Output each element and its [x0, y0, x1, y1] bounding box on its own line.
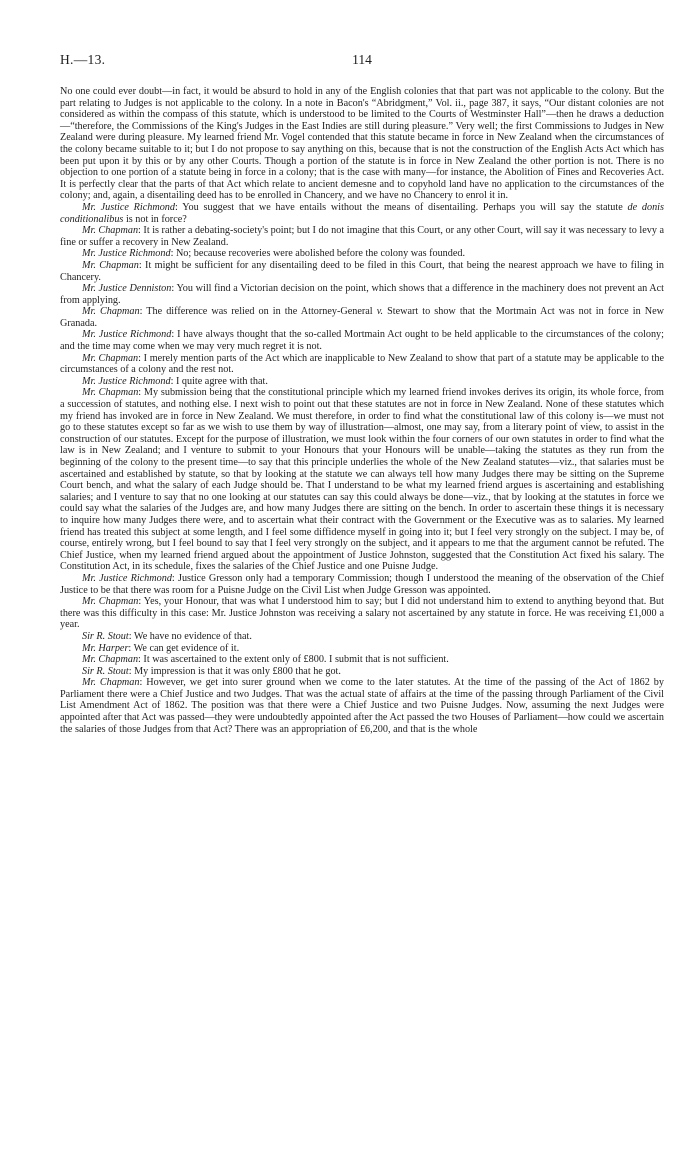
speaker-name: Mr. Chapman	[82, 352, 139, 364]
speaker-name: Mr. Justice Richmond	[82, 375, 171, 387]
document-reference: H.—13.	[60, 52, 106, 67]
paragraph-text: : Yes, your Honour, that was what I understood him to say; but I did not understand him to extend to anything beyond that. But there was this difficulty in this case: Mr. Justice Johnston was receiving a salary not ascertained by any statute in force. He was receiving £1,000 a year.	[60, 596, 664, 631]
paragraph-text: : It might be sufficient for any disentailing deed to be filed in this Court, that being the nearest approach we have to filing in Chancery.	[60, 259, 664, 283]
document-page	[60, 52, 664, 735]
speaker-name: Mr. Chapman	[82, 259, 139, 271]
paragraph-text: is not in force?	[123, 213, 187, 225]
paragraph	[60, 225, 664, 248]
paragraph	[60, 573, 664, 596]
speaker-name: Mr. Chapman	[82, 596, 139, 608]
paragraph	[60, 353, 664, 376]
paragraph	[60, 643, 664, 655]
paragraph-text: : My impression is that it was only £800 that he got.	[128, 665, 341, 677]
paragraph-text: : It is rather a debating-society's point; but I do not imagine that this Court, or any other Court, will say it was necessary to levy a fine or suffer a recovery in New Zealand.	[60, 225, 664, 248]
paragraph-text: : We have no evidence of that.	[128, 630, 252, 642]
speaker-name: Mr. Chapman	[82, 677, 140, 689]
paragraph	[60, 596, 664, 631]
paragraph	[60, 329, 664, 352]
paragraph-text: : You will find a Victorian decision on the point, which shows that a difference in the machinery does not prevent an Act from applying.	[60, 283, 665, 306]
paragraph-text: Stewart to show that the Mortmain Act was not in force in New Granada.	[60, 306, 664, 329]
paragraph-text: : You suggest that we have entails without the means of disentailing. Perhaps you will say the statute	[175, 201, 628, 213]
paragraph-text: : No; because recoveries were abolished before the colony was founded.	[170, 248, 466, 260]
paragraph-text: : I quite agree with that.	[170, 375, 268, 387]
document-body	[60, 86, 664, 735]
paragraph-text: : Justice Gresson only had a temporary Commission; though I understood the meaning of the observation of the Chief Justice to be that there was room for a Puisne Judge on the Civil List when Judge Gresson was appointed.	[60, 572, 664, 596]
paragraph	[60, 376, 664, 388]
speaker-name: Sir R. Stout	[82, 630, 129, 642]
page-number: 114	[352, 52, 372, 67]
speaker-name: Mr. Justice Richmond	[82, 572, 172, 584]
paragraph-text: : I merely mention parts of the Act which are inapplicable to New Zealand to show that part of a statute may be applicable to the circumstances of a colony and the rest not.	[60, 352, 664, 376]
speaker-name: Mr. Chapman	[82, 225, 139, 237]
paragraph-text: : I have always thought that the so-called Mortmain Act ought to be held applicable to the circumstances of the colony; and the time may come when we may very much regret it is not.	[60, 329, 664, 353]
italic-text: v.	[376, 306, 383, 318]
paragraph-text: : We can get evidence of it.	[128, 642, 240, 654]
speaker-name: Mr. Chapman	[82, 654, 139, 666]
paragraph	[60, 306, 664, 329]
paragraph-text: : However, we get into surer ground when we come to the later statutes. At the time of the passing of the Act of 1862 by Parliament there were a Chief Justice and two Judges. That was the actual state of affairs at the time of the passing through Parliament of the Civil List Amendment Act of 1862. The position was that there were a Chief Justice and two Puisne Judges. Now, assuming the next Judges were appointed after that Act was passed—they were undoubtedly appointed after the Act passed the two Houses of Parliament—how could we ascertain the salaries of those Judges from that Act? There was an appropriation of £6,200, and that is the whole	[60, 677, 664, 735]
paragraph-text: : My submission being that the constitutional principle which my learned friend invokes derives its origin, its whole force, from a succession of statutes, and nothing else. I next wish to point out that these statutes are not in force in New Zealand. None of these statutes which my friend has invoked are in force in New Zealand. We must therefore, in order to find what the constitutional law of this colony is—we must not go to these statutes except so far as we wish to use them by way of illustration—almost, one may say, from a literary point of view, to assist in the construction of our statutes. Except for the purpose of illustration, we must look within the four corners of our own statutes in order to find what the law is in New Zealand; and I venture to submit to your Honours that your Honours will be unable—taking the statutes as they run from the beginning of the colony to the present time—to say that this principle underlies the whole of the New Zealand statutes—viz., that salaries must be ascertained and established by statute, so that by looking at the statute we can always tell how many Judges there may be sitting on the Supreme Court bench, and what the salary of each Judge should be. That I understand to be what my learned friend argues is ascertaining and establishing salaries; and I venture to say that no one looking at our statutes can say this could always be done—viz., that by looking at the statutes in force we could say what the salaries of the Judges are, and how many Judges there are sitting on the bench. In order to ascertain these things it is necessary to inquire how many Judges there were, and to ascertain what their contract with the Government or the Executive was as to salaries. My learned friend has treated this subject at some length, and I feel some diffidence myself in going into it; but I feel very strongly on the subject. I may be, of course, entirely wrong, but I feel bound to say that I feel very strongly on the subject, and it appears to me that the argument cannot be refuted. The Chief Justice, when my learned friend argued about the appointment of Justice Johnston, suggested that the Constitution Act fixed his salary. The Constitution Act, in its schedule, fixes the salaries of the Chief Justice and one Puisne Judge.	[60, 387, 664, 573]
paragraph	[60, 666, 664, 678]
page-header	[60, 52, 664, 74]
speaker-name: Mr. Chapman	[82, 387, 139, 399]
paragraph-text: No one could ever doubt—in fact, it would be absurd to hold in any of the English colonies that that part was not applicable to the colony. But the part relating to Judges is not applicable to the colony. In a note in Bacon's “Abridgment,” Vol. ii., page 387, it says, “Our distant colonies are not considered as within the compass of this statute, which is understood to be limited to the Courts of Westminster Hall”—then he draws a deduction—“therefore, the Commissions of the King's Judges in the East Indies are still during pleasure.” Very well; the first Commissions to Judges in New Zealand were during pleasure. My learned friend Mr. Vogel contended that this statute became in force in New Zealand when the circumstances of the colony became suitable to it; but I do not propose to say anything on this, because that is not the construction of the English Acts Act which has been put upon it by this or by any other Courts. Though a portion of the statute is in force in New Zealand the other portion is not. There is no objection to one portion of a statute being in force in a colony; that is the case with many—for instance, the Abolition of Fines and Recoveries Act. It is perfectly clear that the parts of that Act which relate to ancient demesne and to copyhold land have no application to the circumstances of the colony; and, again, a disentailing deed has to be enrolled in Chancery, and we have no Chancery to enrol it in.	[60, 86, 664, 202]
speaker-name: Mr. Harper	[82, 642, 129, 654]
paragraph-text: : It was ascertained to the extent only of £800. I submit that is not sufficient.	[138, 654, 449, 666]
paragraph	[60, 260, 664, 283]
speaker-name: Mr. Justice Denniston	[82, 283, 172, 295]
paragraph-text: : The difference was relied on in the Attorney-General	[139, 306, 377, 318]
paragraph	[60, 86, 664, 202]
paragraph	[60, 631, 664, 643]
speaker-name: Mr. Justice Richmond	[82, 329, 172, 341]
paragraph	[60, 283, 664, 306]
paragraph	[60, 202, 664, 225]
speaker-name: Sir R. Stout	[82, 665, 129, 677]
paragraph	[60, 677, 664, 735]
paragraph	[60, 387, 664, 573]
speaker-name: Mr. Justice Richmond	[82, 201, 175, 213]
paragraph	[60, 654, 664, 666]
paragraph	[60, 248, 664, 260]
speaker-name: Mr. Justice Richmond	[82, 248, 171, 260]
italic-text: de donis conditionalibus	[60, 201, 664, 225]
speaker-name: Mr. Chapman	[82, 306, 140, 318]
